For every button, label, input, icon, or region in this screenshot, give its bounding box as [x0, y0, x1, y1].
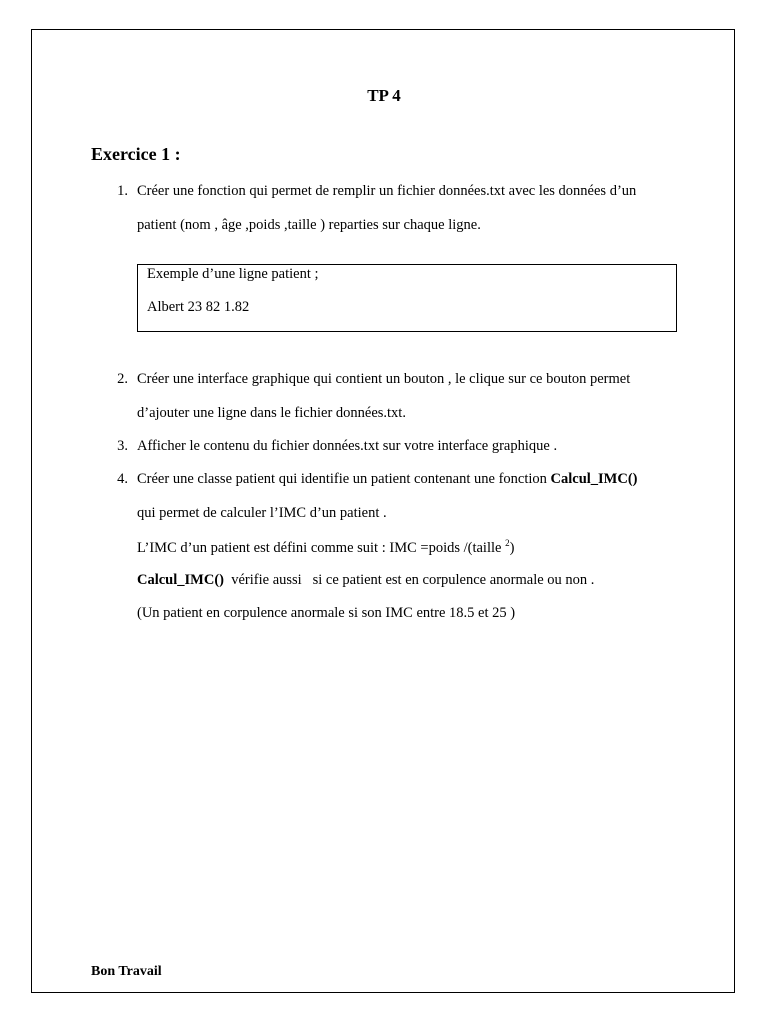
formula-close: ): [509, 539, 515, 556]
example-value: Albert 23 82 1.82: [147, 299, 250, 315]
list-item-number: 2.: [117, 371, 128, 387]
formula-exponent: 2: [505, 538, 510, 548]
formula-text: [137, 538, 514, 557]
list-item-text-part: Créer une classe patient qui identifie un patient contenant une fonction: [137, 471, 551, 487]
exercise-heading: Exercice 1 :: [91, 144, 181, 164]
function-name: Calcul_IMC(): [550, 471, 638, 487]
list-item-text: Afficher le contenu du fichier données.txt sur votre interface graphique .: [137, 438, 558, 454]
formula-part: L’IMC d’un patient est défini comme suit : IMC =poids /(taille: [137, 539, 506, 556]
list-item-text: Créer une interface graphique qui contient un bouton , le clique sur ce bouton permet: [137, 371, 631, 387]
list-item-text-part: vérifie aussi si ce patient est en corpulence anormale ou non .: [224, 572, 595, 588]
list-item-text: (Un patient en corpulence anormale si son IMC entre 18.5 et 25 ): [137, 605, 516, 621]
list-item-text: [137, 471, 638, 488]
list-item-text: [137, 572, 594, 589]
footer-text: Bon Travail: [91, 964, 162, 979]
example-box: [137, 264, 677, 332]
list-item-number: 4.: [117, 471, 128, 487]
example-heading: Exemple d’une ligne patient ;: [147, 266, 319, 282]
function-name: Calcul_IMC(): [137, 572, 224, 588]
list-item-text: d’ajouter une ligne dans le fichier données.txt.: [137, 405, 406, 421]
list-item-number: 1.: [117, 183, 128, 199]
document-title: TP 4: [367, 86, 401, 105]
list-item-text: patient (nom , âge ,poids ,taille ) reparties sur chaque ligne.: [137, 217, 481, 233]
list-item-number: 3.: [117, 438, 128, 454]
list-item-text: Créer une fonction qui permet de remplir un fichier données.txt avec les données d’un: [137, 183, 637, 199]
list-item-text: qui permet de calculer l’IMC d’un patient .: [137, 505, 387, 521]
